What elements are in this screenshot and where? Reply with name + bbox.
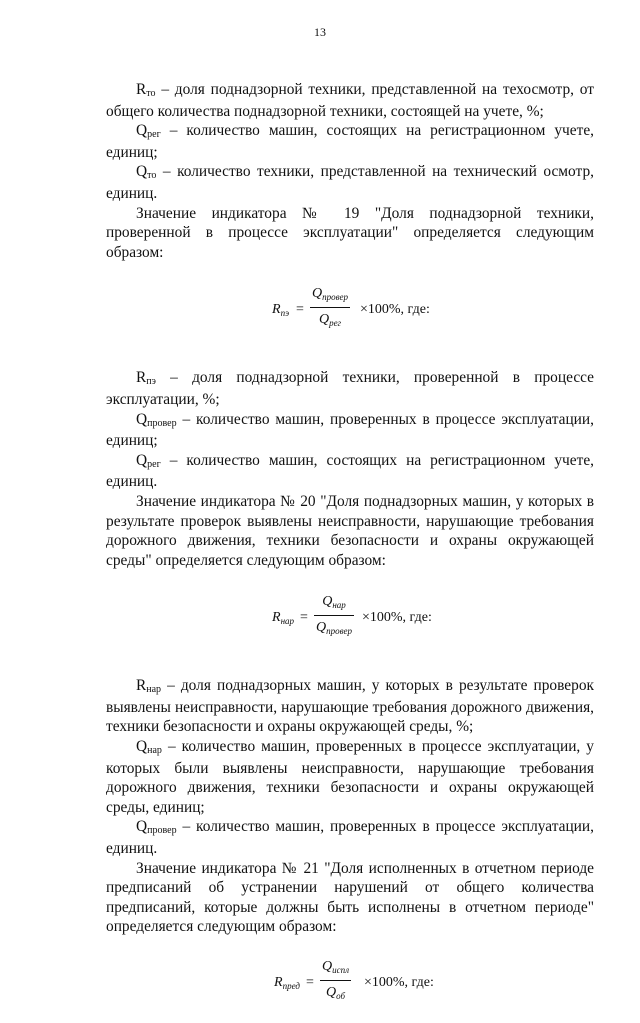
definition-paragraph: [106, 80, 594, 121]
definition-text: – количество техники, представленной на технический осмотр, единиц.: [106, 163, 594, 202]
denominator: $Q_{рег}$: [318, 311, 342, 328]
definition-text: – количество машин, состоящих на регистрационном учете, единиц.: [106, 451, 594, 491]
definition-text: – количество машин, состоящих на регистрационном учете, единиц;: [106, 122, 594, 161]
symbol: Q: [136, 122, 148, 140]
denominator: $Q_{об}$: [326, 984, 346, 1001]
symbol-subscript: рег: [147, 129, 161, 141]
fraction-bar: [310, 307, 350, 308]
symbol: R: [136, 677, 147, 695]
definition-paragraph: [106, 162, 594, 203]
formula-20: [106, 592, 594, 646]
definition-paragraph: [106, 817, 594, 858]
fraction-bar: [320, 980, 351, 981]
definition-paragraph: [106, 737, 594, 817]
symbol: Q: [136, 410, 148, 428]
definitions-block-3: [106, 676, 594, 858]
symbol-subscript: провер: [147, 417, 177, 429]
definition-paragraph: [106, 410, 594, 451]
symbol-subscript: провер: [147, 825, 177, 837]
symbol: R: [136, 81, 147, 98]
symbol-subscript: нар: [146, 684, 162, 696]
document-body: [106, 80, 594, 1023]
definitions-block-2: [106, 368, 594, 492]
fraction-bar: [314, 615, 354, 616]
formula-lhs: $R_{пэ}$: [272, 302, 290, 319]
definitions-block-1: [106, 80, 594, 204]
formula-tail: ×100%, где:: [362, 610, 432, 626]
definition-paragraph: [106, 451, 594, 492]
equals-sign: =: [296, 302, 304, 318]
symbol-subscript: нар: [147, 745, 162, 757]
symbol: Q: [136, 738, 148, 756]
formula-tail: ×100%, где:: [364, 975, 434, 990]
formula-lhs: $R_{нар}$: [272, 610, 295, 627]
definition-text: – доля поднадзорных машин, у которых в результате проверок выявлены неисправности, нарушающие требования дорожного движения, техники безопасности и охраны окружающей среды, %;: [106, 677, 594, 736]
numerator: $Q_{провер}$: [312, 286, 349, 303]
denominator: $Q_{провер}$: [316, 619, 353, 636]
definition-text: – количество машин, проверенных в процессе эксплуатации, у которых были выявлены неисправности, нарушающие требования дорожного движения, техники безопасности и охраны окружающей среды, единиц;: [106, 738, 594, 816]
fraction: [320, 957, 351, 1003]
definition-text: – количество машин, проверенных в процессе эксплуатации, единиц.: [106, 818, 594, 858]
symbol-subscript: то: [146, 88, 156, 99]
definition-paragraph: [106, 676, 594, 737]
symbol: Q: [136, 163, 148, 181]
page-number: 13: [314, 25, 326, 39]
definition-paragraph: [106, 368, 594, 409]
symbol: Q: [136, 818, 148, 836]
symbol-subscript: то: [147, 170, 157, 182]
formula-19: [106, 284, 594, 338]
numerator: $Q_{испл}$: [322, 959, 350, 975]
symbol-subscript: пэ: [146, 376, 156, 388]
definition-text: – доля поднадзорной техники, проверенной в процессе эксплуатации, %;: [106, 369, 594, 408]
formula-21: [106, 957, 594, 1011]
equals-sign: =: [300, 610, 308, 626]
definition-text: – количество машин, проверенных в процессе эксплуатации, единиц;: [106, 410, 594, 450]
formula-lhs: $R_{пред}$: [274, 975, 300, 991]
indicator-20-intro: Значение индикатора № 20 "Доля поднадзорных машин, у которых в результате проверок выявлены неисправности, нарушающие требования дорожного движения, техники безопасности и охраны окружающей среды" определяется следующим образом:: [106, 492, 594, 569]
fraction: [310, 284, 350, 330]
indicator-21-intro: Значение индикатора № 21 "Доля исполненных в отчетном периоде предписаний об устранении нарушений от общего количества предписаний, которые должны быть исполнены в отчетном периоде" определяется следующим образом:: [106, 859, 594, 936]
indicator-19-intro: Значение индикатора № 19 "Доля поднадзорной техники, проверенной в процессе эксплуатации" определяется следующим образом:: [106, 204, 594, 261]
symbol: R: [136, 369, 147, 387]
definition-text: – доля поднадзорной техники, представленной на техосмотр, от общего количества поднадзорной техники, состоящей на учете, %;: [106, 81, 594, 120]
definition-paragraph: [106, 121, 594, 162]
equals-sign: =: [306, 975, 314, 990]
symbol-subscript: рег: [147, 458, 161, 470]
symbol: Q: [136, 451, 148, 469]
numerator: $Q_{нар}$: [322, 594, 346, 611]
fraction: [314, 592, 354, 638]
formula-tail: ×100%, где:: [360, 302, 430, 318]
